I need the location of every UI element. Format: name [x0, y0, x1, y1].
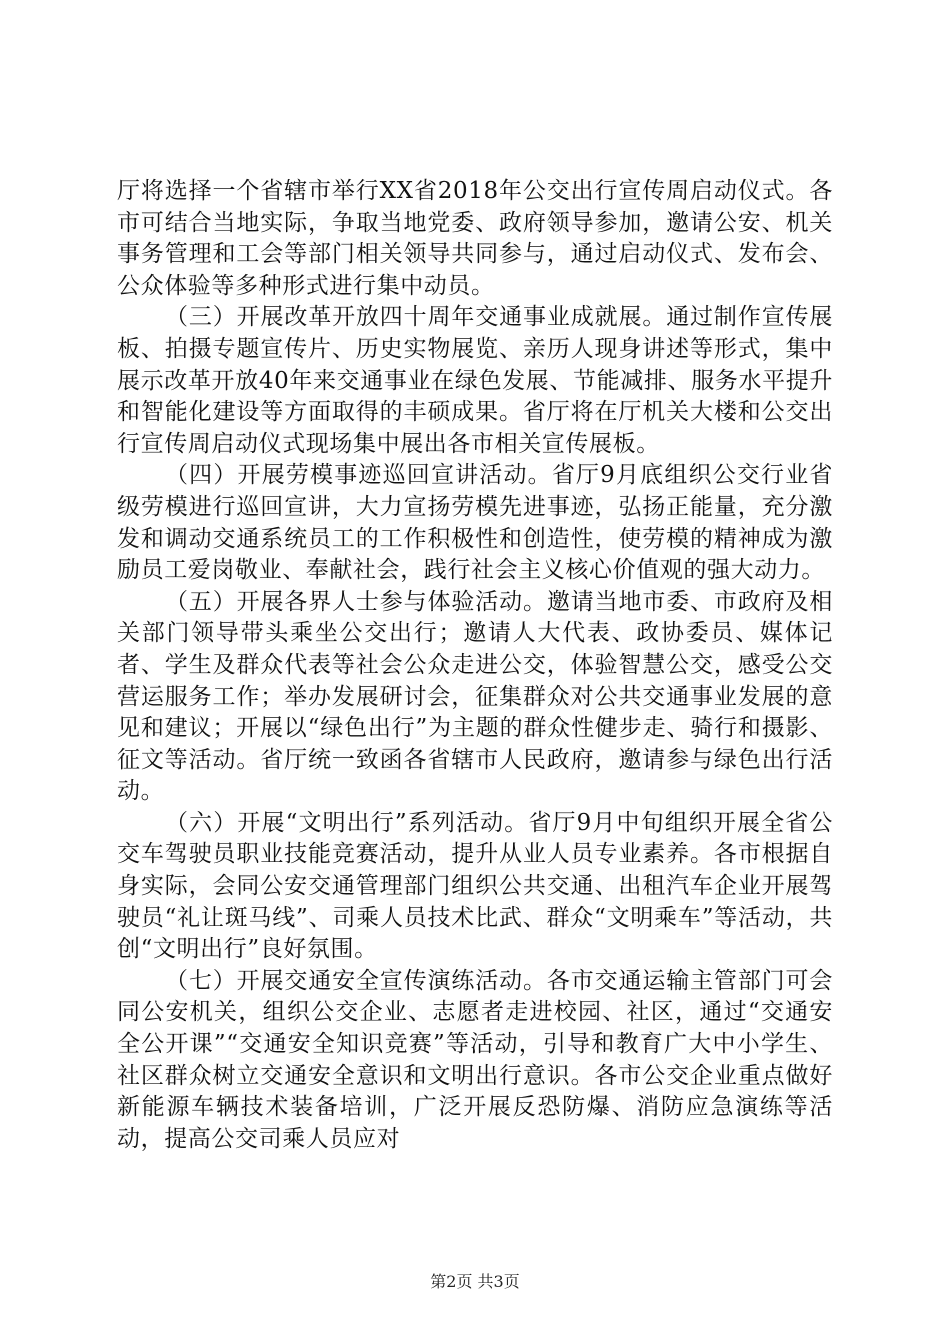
page-footer: [0, 1272, 950, 1292]
paragraph-6: （七）开展交通安全宣传演练活动。各市交通运输主管部门可会同公安机关，组织公交企业、志愿者走进校园、社区，通过“交通安全公开课”“交通安全知识竞赛”等活动，引导和教育广大中小学生、社区群众树立交通安全意识和文明出行意识。各市公交企业重点做好新能源车辆技术装备培训，广泛开展反恐防爆、消防应急演练等活动，提高公交司乘人员应对: [117, 967, 833, 1152]
paragraph-3: （四）开展劳模事迹巡回宣讲活动。省厅9月底组织公交行业省级劳模进行巡回宣讲，大力宣扬劳模先进事迹，弘扬正能量，充分激发和调动交通系统员工的工作积极性和创造性，使劳模的精神成为激励员工爱岗敬业、奉献社会，践行社会主义核心价值观的强大动力。: [117, 462, 833, 584]
paragraph-1: 厅将选择一个省辖市举行XX省2018年公交出行宣传周启动仪式。各市可结合当地实际，争取当地党委、政府领导参加，邀请公安、机关事务管理和工会等部门相关领导共同参与，通过启动仪式、发布会、公众体验等多种形式进行集中动员。: [117, 178, 833, 299]
document-body: [117, 176, 833, 1155]
paragraph-2: （三）开展改革开放四十周年交通事业成就展。通过制作宣传展板、拍摄专题宣传片、历史实物展览、亲历人现身讲述等形式，集中展示改革开放40年来交通事业在绿色发展、节能减排、服务水平提升和智能化建设等方面取得的丰硕成果。省厅将在厅机关大楼和公交出行宣传周启动仪式现场集中展出各市相关宣传展板。: [117, 304, 833, 457]
paragraph-4: （五）开展各界人士参与体验活动。邀请当地市委、市政府及相关部门领导带头乘坐公交出行；邀请人大代表、政协委员、媒体记者、学生及群众代表等社会公众走进公交，体验智慧公交，感受公交营运服务工作；举办发展研讨会，征集群众对公共交通事业发展的意见和建议；开展以“绿色出行”为主题的群众性健步走、骑行和摄影、征文等活动。省厅统一致函各省辖市人民政府，邀请参与绿色出行活动。: [117, 588, 833, 805]
page-number-label: 第2页 共3页: [430, 1272, 520, 1291]
paragraph-5: （六）开展“文明出行”系列活动。省厅9月中旬组织开展全省公交车驾驶员职业技能竞赛活动，提升从业人员专业素养。各市根据自身实际，会同公安交通管理部门组织公共交通、出租汽车企业开展驾驶员“礼让斑马线”、司乘人员技术比武、群众“文明乘车”等活动，共创“文明出行”良好氛围。: [117, 809, 833, 963]
